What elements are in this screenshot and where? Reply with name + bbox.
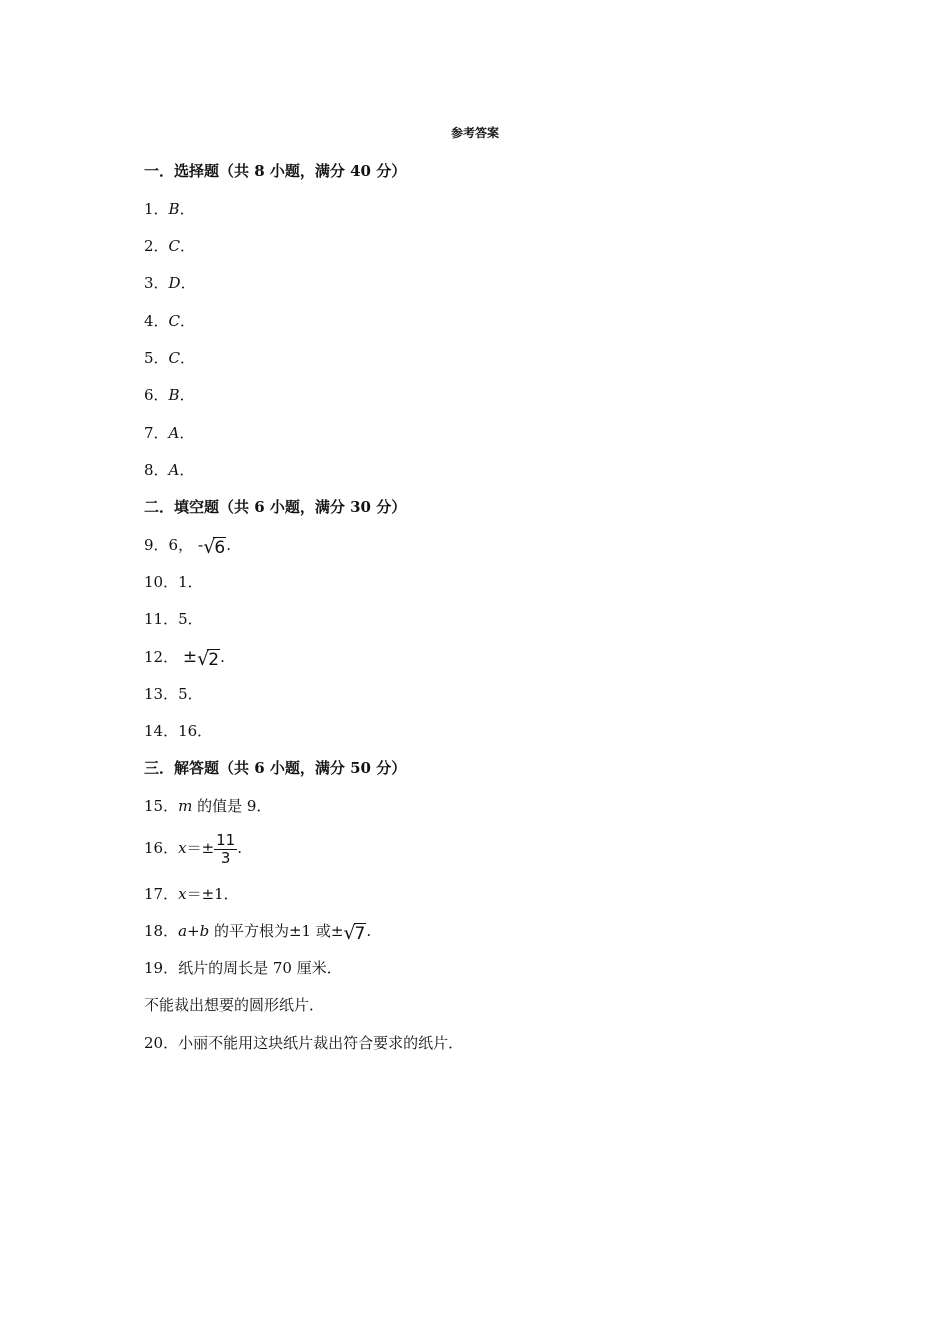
- item-end: ．: [180, 349, 196, 367]
- answer-item-17: [144, 884, 239, 904]
- item-text: 1．: [178, 573, 203, 591]
- answer-item-19: [144, 958, 342, 978]
- answer-item-14: [144, 721, 212, 741]
- item-end: .: [226, 536, 232, 554]
- answer-item-8: [144, 460, 194, 480]
- item-end: .: [237, 839, 243, 857]
- answer-item-13: [144, 684, 203, 704]
- section-heading-solve: 三．解答题（共 6 小题，满分 50 分）: [144, 759, 407, 777]
- radicand: 6: [214, 538, 226, 558]
- item-number: 4．: [144, 312, 169, 330]
- item-text: 5．: [178, 685, 203, 703]
- item-text: 16．: [178, 722, 213, 740]
- answer-item-12: [144, 647, 225, 670]
- item-text: ＝±: [186, 839, 215, 857]
- sqrt-expression: [203, 537, 226, 558]
- numerator: 11: [216, 830, 236, 849]
- section-heading-choice: 一．选择题（共 8 小题，满分 40 分）: [144, 162, 407, 180]
- item-answer: B: [168, 200, 180, 218]
- item-end: ．: [179, 200, 195, 218]
- answer-item-10: [144, 572, 203, 592]
- item-number: 18．: [144, 922, 179, 940]
- answer-item-18: [144, 921, 371, 944]
- item-text: 小丽不能用这块纸片裁出符合要求的纸片．: [178, 1034, 464, 1052]
- item-end: ．: [179, 424, 195, 442]
- item-number: 11．: [144, 610, 179, 628]
- item-end: .: [366, 922, 372, 940]
- answer-item-15: [144, 796, 271, 816]
- item-end: ．: [180, 312, 196, 330]
- item-text: 6，: [168, 536, 194, 554]
- item-number: 12．: [144, 648, 179, 666]
- fraction: [214, 832, 237, 867]
- item-number: 16．: [144, 839, 179, 857]
- item-answer: D: [168, 274, 181, 292]
- radicand: 2: [208, 650, 220, 670]
- answer-item-7: [144, 423, 194, 443]
- answer-item-16: [144, 831, 242, 867]
- section-heading-fill: 二．填空题（共 6 小题，满分 30 分）: [144, 498, 407, 516]
- item-end: ．: [179, 461, 195, 479]
- item-answer: C: [168, 237, 181, 255]
- variable: a+b: [178, 922, 210, 940]
- item-answer: C: [168, 349, 181, 367]
- answer-item-20: [144, 1033, 463, 1053]
- item-end: ．: [180, 274, 196, 292]
- item-number: 19．: [144, 959, 179, 977]
- item-answer: C: [168, 312, 181, 330]
- answer-item-5: [144, 348, 195, 368]
- item-number: 20．: [144, 1034, 179, 1052]
- item-answer: A: [168, 461, 180, 479]
- plus-minus-sign: ±: [182, 647, 198, 667]
- item-number: 10．: [144, 573, 179, 591]
- answer-item-2: [144, 236, 195, 256]
- item-end: ．: [180, 237, 196, 255]
- item-text: 5．: [178, 610, 203, 628]
- answer-item-11: [144, 609, 203, 629]
- item-number: 2．: [144, 237, 169, 255]
- answer-item-9: [144, 535, 231, 558]
- answer-item-6: [144, 385, 195, 405]
- item-number: 3．: [144, 274, 169, 292]
- item-number: 15．: [144, 797, 179, 815]
- answer-item-1: [144, 199, 195, 219]
- item-number: 5．: [144, 349, 169, 367]
- answer-item-4: [144, 311, 195, 331]
- variable: x: [178, 885, 187, 903]
- item-number: 8．: [144, 461, 169, 479]
- answer-item-3: [144, 273, 196, 293]
- item-number: 6．: [144, 386, 169, 404]
- radicand: 7: [354, 924, 366, 944]
- item-number: 17．: [144, 885, 179, 903]
- radical-icon: √: [343, 922, 356, 944]
- radical-icon: √: [203, 536, 216, 558]
- item-text: 的值是 9．: [192, 797, 272, 815]
- radical-icon: √: [197, 648, 210, 670]
- item-number: 9．: [144, 536, 169, 554]
- item-text: 纸片的周长是 70 厘米．: [178, 959, 342, 977]
- item-answer: B: [168, 386, 180, 404]
- item-number: 7．: [144, 424, 169, 442]
- page-title: 参考答案: [450, 126, 499, 140]
- minus-sign: -: [197, 536, 204, 554]
- sqrt-expression: [197, 649, 220, 670]
- item-number: 1．: [144, 200, 169, 218]
- sqrt-expression: [343, 923, 366, 944]
- denominator: 3: [220, 848, 231, 867]
- variable: m: [178, 797, 193, 815]
- item-number: 13．: [144, 685, 179, 703]
- item-answer: A: [168, 424, 180, 442]
- item-text: ＝±1．: [186, 885, 239, 903]
- variable: x: [178, 839, 187, 857]
- item-number: 14．: [144, 722, 179, 740]
- item-end: ．: [179, 386, 195, 404]
- item-text: 的平方根为±1 或±: [209, 922, 344, 940]
- item-end: .: [220, 648, 225, 666]
- answer-item-19-continued: 不能裁出想要的圆形纸片．: [144, 996, 325, 1014]
